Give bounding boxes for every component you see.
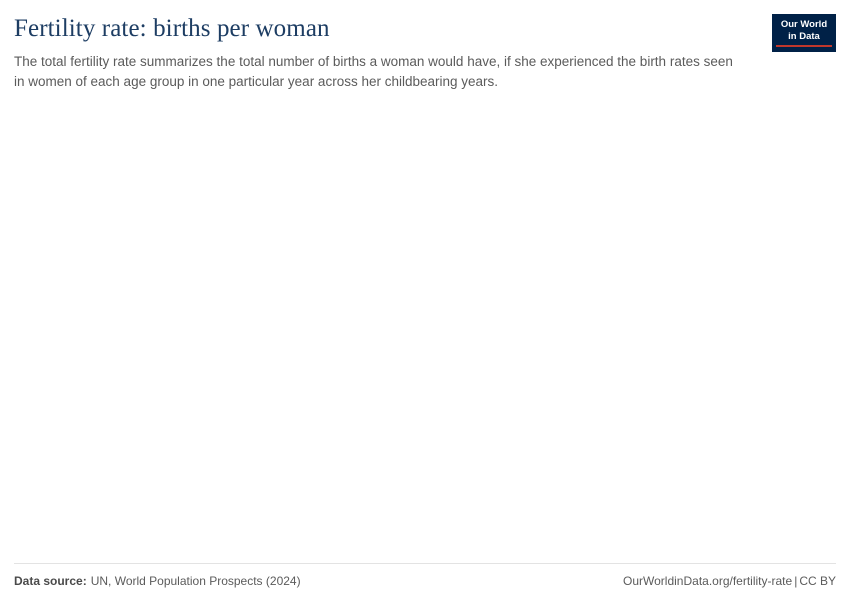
footer-separator: | <box>794 574 798 588</box>
data-source-text: UN, World Population Prospects (2024) <box>90 574 301 588</box>
chart-header <box>14 0 836 91</box>
owid-logo-underline <box>776 45 832 47</box>
owid-logo-line1: Our World <box>780 19 828 31</box>
owid-logo-line2: in Data <box>788 30 820 42</box>
data-source <box>14 574 301 588</box>
page-title: Fertility rate: births per woman <box>14 15 330 42</box>
chart-subtitle: The total fertility rate summarizes the total number of births a woman would have, if she experienced the birth rates seen in women of each age group in one particular year across her childbearing years. <box>14 54 733 89</box>
owid-logo[interactable] <box>772 14 836 52</box>
chart-footer <box>14 563 836 600</box>
license-label[interactable]: CC BY <box>799 574 836 588</box>
chart-canvas[interactable] <box>14 97 836 563</box>
data-source-label: Data source: <box>14 574 87 588</box>
site-url[interactable]: OurWorldinData.org/fertility-rate <box>623 574 793 588</box>
footer-attribution <box>623 574 836 588</box>
chart-plot-area[interactable] <box>14 97 836 563</box>
